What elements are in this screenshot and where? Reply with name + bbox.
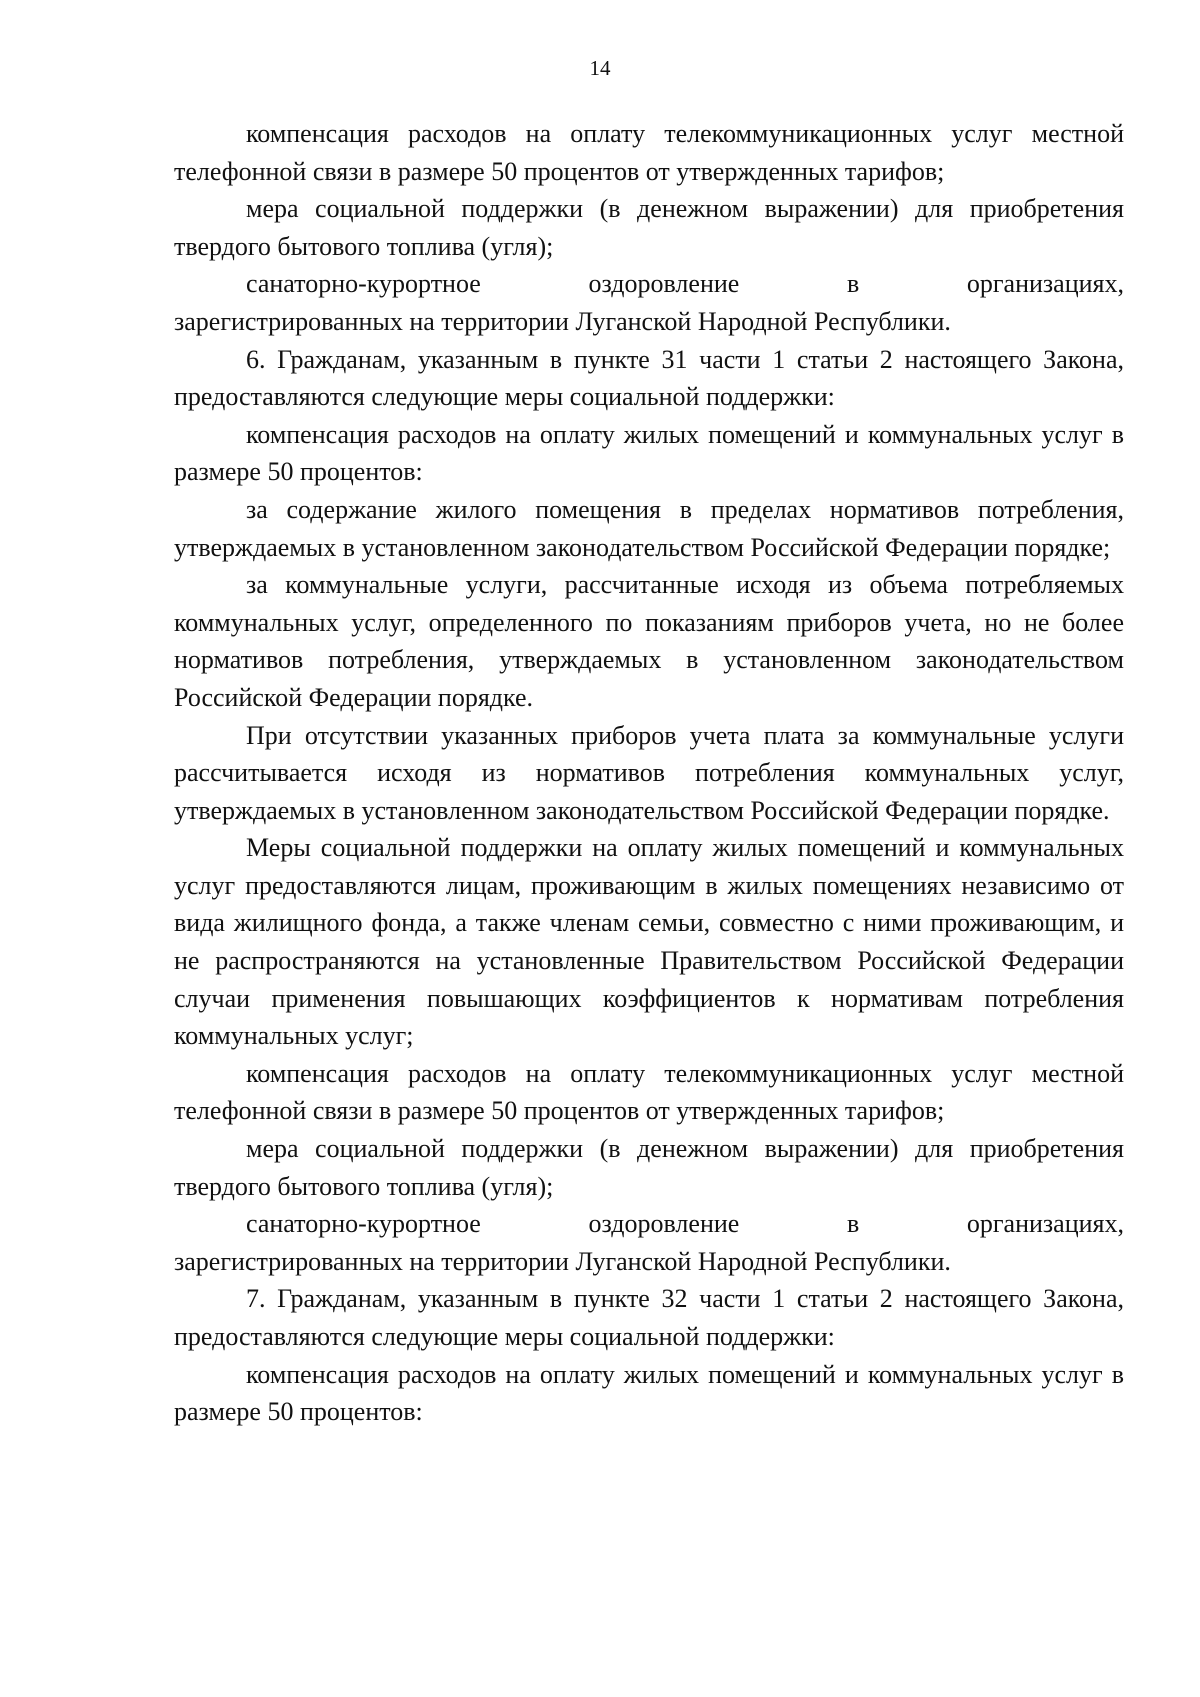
paragraph: зарегистрированных на территории Луганской Народной Республики. xyxy=(174,1246,951,1276)
paragraph: При отсутствии указанных приборов учета плата за коммунальные услуги рассчитывается исходя из нормативов потребления коммунальных услуг, утверждаемых в установленном законодательством Российской Федерации порядке. xyxy=(174,720,1124,825)
paragraph: компенсация расходов на оплату телекоммуникационных услуг местной телефонной связи в размере 50 процентов от утвержденных тарифов; xyxy=(174,1058,1124,1126)
paragraph: Меры социальной поддержки на оплату жилых помещений и коммунальных услуг предоставляются лицам, проживающим в жилых помещениях независимо от вида жилищного фонда, а также членам семьи, совместно с ними проживающим, и не распространяются на установленные Правительством Российской Федерации случаи применения повышающих коэффициентов к нормативам потребления коммунальных услуг; xyxy=(174,833,1124,1051)
paragraph: компенсация расходов на оплату жилых помещений и коммунальных услуг в размере 50 процентов: xyxy=(174,1359,1124,1427)
body-text xyxy=(174,115,1124,1431)
paragraph: компенсация расходов на оплату телекоммуникационных услуг местной телефонной связи в размере 50 процентов от утвержденных тарифов; xyxy=(174,119,1124,186)
paragraph: мера социальной поддержки (в денежном выражении) для приобретения твердого бытового топлива (угля); xyxy=(174,194,1124,261)
paragraph: 6. Гражданам, указанным в пункте 31 части 1 статьи 2 настоящего Закона, предоставляются следующие меры социальной поддержки: xyxy=(174,344,1124,412)
paragraph: санаторно-курортное оздоровление в организациях, xyxy=(246,1209,1124,1239)
paragraph: зарегистрированных на территории Луганской Народной Республики. xyxy=(174,306,951,336)
paragraph: компенсация расходов на оплату жилых помещений и коммунальных услуг в размере 50 процентов: xyxy=(174,419,1124,487)
paragraph: санаторно-курортное оздоровление в организациях, xyxy=(246,269,1124,299)
paragraph: мера социальной поддержки (в денежном выражении) для приобретения твердого бытового топлива (угля); xyxy=(174,1134,1124,1201)
paragraph: за коммунальные услуги, рассчитанные исходя из объема потребляемых коммунальных услуг, определенного по показаниям приборов учета, но не более нормативов потребления, утверждаемых в установленном законодательством Российской Федерации порядке. xyxy=(174,570,1124,712)
paragraph: 7. Гражданам, указанным в пункте 32 части 1 статьи 2 настоящего Закона, предоставляются следующие меры социальной поддержки: xyxy=(174,1284,1124,1351)
page-number: 14 xyxy=(589,56,611,80)
paragraph: за содержание жилого помещения в пределах нормативов потребления, утверждаемых в установленном законодательством Российской Федерации порядке; xyxy=(174,494,1124,562)
